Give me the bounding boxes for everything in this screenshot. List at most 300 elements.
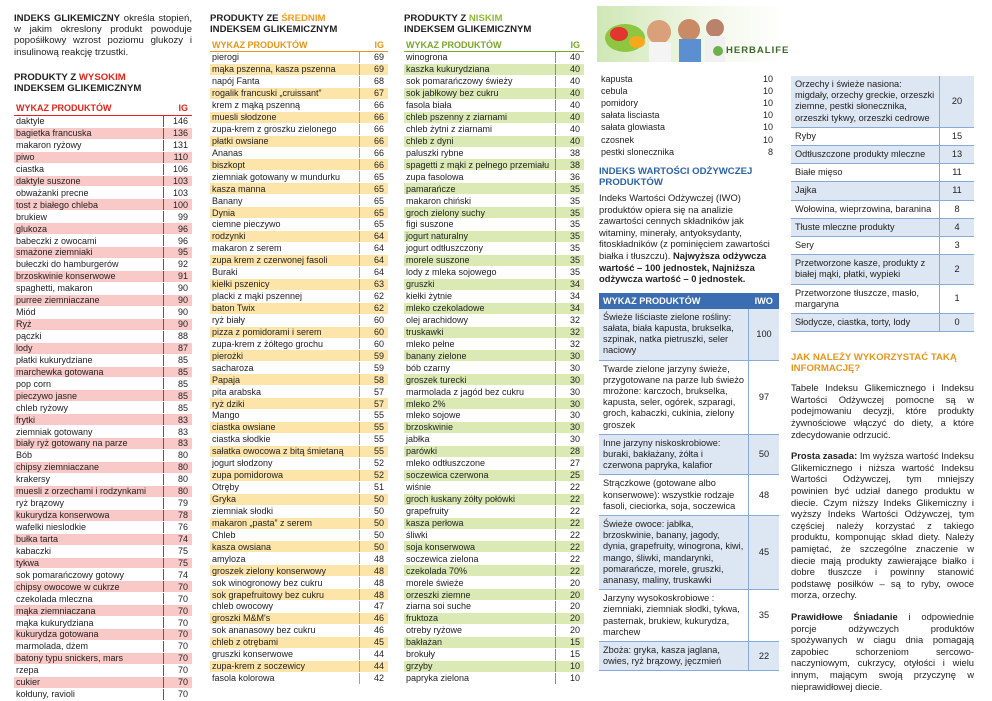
- table-row: [14, 521, 192, 533]
- product-name: morele suszone: [404, 254, 556, 266]
- product-name: Słodycze, ciastka, torty, lody: [791, 314, 940, 332]
- product-name: olej arachidowy: [404, 314, 556, 326]
- product-name: marmolada, dżem: [14, 641, 164, 653]
- table-row: [210, 326, 388, 338]
- product-name: bułka tarta: [14, 533, 164, 545]
- product-name: czekolada mleczna: [14, 593, 164, 605]
- table-row: [404, 589, 584, 601]
- table-row: [210, 505, 388, 517]
- table-row: [210, 374, 388, 386]
- product-name: muesli słodzone: [210, 111, 360, 123]
- index-value: 90: [164, 282, 193, 294]
- table-row: [404, 99, 584, 111]
- table-row: [404, 434, 584, 446]
- product-name: Twarde zielone jarzyny świeże, przygotowane na parze lub świeżo mrożone: karczoch, brukselka, kapusta, seler, ogórek, szparagi, groch, kabaczki, cukinia, zielony groszek: [599, 360, 749, 434]
- product-name: cebula: [599, 85, 749, 97]
- index-value: 55: [360, 422, 389, 434]
- table-row: [404, 52, 584, 64]
- index-value: 52: [360, 469, 389, 481]
- index-value: 65: [360, 207, 389, 219]
- product-name: mleko czekoladowe: [404, 302, 556, 314]
- product-name: mleko sojowe: [404, 410, 556, 422]
- product-name: obważanki precne: [14, 187, 164, 199]
- breakfast-text: i odpowiednie porcje odżywczych produktów spożywanych w ciagu dnia pomagają zapobiec schorzeniom sercowo-naczyniowym, cukrzycy, otyłości i wielu innym, mającym swoją przyczynę w nieprawidłowej diecie.: [791, 610, 974, 692]
- table-row: [404, 636, 584, 648]
- table-row: [210, 278, 388, 290]
- index-value: 40: [556, 87, 585, 99]
- index-value: 66: [360, 135, 389, 147]
- product-name: Buraki: [210, 266, 360, 278]
- product-name: mąka ziemniaczana: [14, 605, 164, 617]
- index-value: 10: [749, 109, 777, 121]
- index-value: 2: [940, 255, 975, 284]
- high-gi-heading: [14, 72, 192, 94]
- product-name: makaron „pasta” z serem: [210, 517, 360, 529]
- index-value: 22: [556, 481, 585, 493]
- product-name: daktyle: [14, 115, 164, 127]
- product-name: truskawki: [404, 326, 556, 338]
- product-name: smażone ziemniaki: [14, 247, 164, 259]
- table-row: [210, 266, 388, 278]
- product-name: sałata glowiasta: [599, 121, 749, 133]
- table-row: [210, 660, 388, 672]
- index-value: 38: [556, 159, 585, 171]
- index-value: 48: [360, 577, 389, 589]
- product-name: chleb ryżowy: [14, 402, 164, 414]
- table-row: [404, 254, 584, 266]
- index-value: 100: [164, 199, 193, 211]
- index-value: 80: [164, 485, 193, 497]
- table-row: [210, 183, 388, 195]
- index-value: 50: [360, 541, 389, 553]
- table-row: [404, 171, 584, 183]
- table-row: [210, 601, 388, 613]
- index-value: 64: [360, 243, 389, 255]
- index-value: 35: [556, 219, 585, 231]
- table-row: [404, 63, 584, 75]
- product-name: sok grapefruitowy bez cukru: [210, 589, 360, 601]
- index-value: 66: [360, 147, 389, 159]
- table-row: [210, 314, 388, 326]
- product-name: spaghetti, makaron: [14, 282, 164, 294]
- column-high-gi: [14, 0, 192, 701]
- medium-gi-table: [210, 38, 388, 685]
- product-name: sałatka owocowa z bitą śmietaną: [210, 445, 360, 457]
- index-value: 60: [360, 338, 389, 350]
- table-row: [404, 290, 584, 302]
- index-value: 65: [360, 171, 389, 183]
- table-row: [404, 111, 584, 123]
- product-name: Zboża: gryka, kasza jaglana, owies, ryż brązowy, jęczmień: [599, 642, 749, 671]
- index-value: 34: [556, 302, 585, 314]
- index-value: 78: [164, 509, 193, 521]
- table-row: [404, 660, 584, 672]
- table-row: [210, 254, 388, 266]
- product-name: pop corn: [14, 378, 164, 390]
- table-row: [210, 87, 388, 99]
- product-name: Dynia: [210, 207, 360, 219]
- leaf-icon: [713, 46, 723, 56]
- index-value: 60: [360, 326, 389, 338]
- index-value: 40: [556, 63, 585, 75]
- table-row: [14, 557, 192, 569]
- index-value: 50: [360, 493, 389, 505]
- product-name: Jajka: [791, 182, 940, 200]
- table-row: [404, 302, 584, 314]
- index-value: 70: [164, 664, 193, 676]
- table-row: [14, 593, 192, 605]
- table-row: [14, 211, 192, 223]
- product-name: pita arabska: [210, 386, 360, 398]
- column-medium-gi: [210, 0, 388, 685]
- table-row: [404, 159, 584, 171]
- product-name: ziemniak gotowany w mundurku: [210, 171, 360, 183]
- table-row: [404, 601, 584, 613]
- table-row: [14, 342, 192, 354]
- product-name: ryż biały: [210, 314, 360, 326]
- index-value: 30: [556, 410, 585, 422]
- index-value: 64: [360, 254, 389, 266]
- table-row: [14, 569, 192, 581]
- index-value: 65: [360, 195, 389, 207]
- index-value: 96: [164, 235, 193, 247]
- product-name: kapusta: [599, 73, 749, 85]
- index-value: 65: [360, 183, 389, 195]
- product-name: piwo: [14, 151, 164, 163]
- index-value: 80: [164, 473, 193, 485]
- table-row: [599, 642, 779, 671]
- product-name: mąka kukurydziana: [14, 617, 164, 629]
- product-name: sok pomarańczowy gotowy: [14, 569, 164, 581]
- product-name: brukiew: [14, 211, 164, 223]
- index-value: 70: [164, 641, 193, 653]
- product-name: sok ananasowy bez cukru: [210, 625, 360, 637]
- product-name: Papaja: [210, 374, 360, 386]
- index-value: 30: [556, 422, 585, 434]
- index-value: 20: [556, 613, 585, 625]
- product-name: wafelki nieslodkie: [14, 521, 164, 533]
- product-name: chleb owocowy: [210, 601, 360, 613]
- table-row: [404, 135, 584, 147]
- product-name: bagietka francuska: [14, 127, 164, 139]
- index-value: 10: [749, 133, 777, 145]
- table-row: [210, 195, 388, 207]
- product-name: Strączkowe (gotowane albo konserwowe): wszystkie rodzaje fasoli, cieciorka, soja, soczewica: [599, 475, 749, 516]
- index-value: 40: [556, 111, 585, 123]
- index-value: 20: [940, 76, 975, 127]
- col-header-products: WYKAZ PRODUKTÓW: [210, 38, 360, 52]
- index-value: 10: [556, 660, 585, 672]
- index-value: 28: [556, 445, 585, 457]
- table-row: [210, 648, 388, 660]
- table-row: [210, 636, 388, 648]
- product-name: kaszka kukurydziana: [404, 63, 556, 75]
- product-name: rogalik francuski „cruissant”: [210, 87, 360, 99]
- table-row: [404, 529, 584, 541]
- table-row: [210, 493, 388, 505]
- index-value: 70: [164, 605, 193, 617]
- product-name: ciastka: [14, 163, 164, 175]
- product-name: Odtłuszczone produkty mleczne: [791, 146, 940, 164]
- rule-text: Im wyższa wartość Indeksu Glikemicznego i niższa wartość Indeksu Wartości Odżywczej, tym mniejszy powinien być udział danego produktu w diecie. Czym niższy Indeks Glikemiczny i wyższy Indeks Wartości Odżywczej, tym częściej należy korzystać z takiego produktu, komponując skład diety. Należy pamiętać, że szczególne znaczenie w diecie mają produkty zawierające białko i dobre tłuszcze i powinny stanowić podstawę posiłków – są to ryby, owoce morza, orzechy.: [791, 450, 974, 601]
- table-row: [210, 159, 388, 171]
- product-name: pierogi: [210, 52, 360, 64]
- product-name: groszki M&M's: [210, 613, 360, 625]
- table-row: [14, 163, 192, 175]
- table-row: [14, 294, 192, 306]
- product-name: jogurt odtłuszczony: [404, 243, 556, 255]
- index-value: 34: [556, 290, 585, 302]
- product-name: brzoskwinie: [404, 422, 556, 434]
- index-value: 103: [164, 187, 193, 199]
- table-row: [404, 553, 584, 565]
- product-name: Inne jarzyny niskoskrobiowe: buraki, bakłażany, żółta i czerwona papryka, kalafior: [599, 434, 749, 475]
- index-value: 52: [360, 457, 389, 469]
- index-value: 70: [164, 593, 193, 605]
- table-row: [210, 469, 388, 481]
- index-value: 20: [556, 577, 585, 589]
- table-row: [210, 171, 388, 183]
- index-value: 67: [360, 87, 389, 99]
- index-value: 64: [360, 266, 389, 278]
- product-name: rodzynki: [210, 231, 360, 243]
- product-name: biały ryż gotowany na parze: [14, 438, 164, 450]
- index-value: 100: [749, 309, 780, 360]
- table-row: [404, 87, 584, 99]
- product-name: pestki slonecznika: [599, 146, 749, 158]
- product-name: kasza manna: [210, 183, 360, 195]
- table-row: [791, 237, 974, 255]
- table-row: [404, 481, 584, 493]
- product-name: sok pomarańczowy świeży: [404, 75, 556, 87]
- table-row: [14, 450, 192, 462]
- table-row: [14, 688, 192, 700]
- product-name: wiśnie: [404, 481, 556, 493]
- index-value: 83: [164, 414, 193, 426]
- table-row: [404, 75, 584, 87]
- product-name: Banany: [210, 195, 360, 207]
- index-value: 32: [556, 338, 585, 350]
- index-value: 46: [360, 625, 389, 637]
- index-value: 48: [749, 475, 780, 516]
- table-row: [404, 338, 584, 350]
- product-name: makaron chiński: [404, 195, 556, 207]
- index-value: 55: [360, 434, 389, 446]
- index-value: 60: [360, 314, 389, 326]
- index-value: 20: [556, 601, 585, 613]
- table-row: [14, 485, 192, 497]
- table-row: [14, 438, 192, 450]
- product-name: soczewica czerwona: [404, 469, 556, 481]
- table-row: [14, 330, 192, 342]
- index-value: 70: [164, 581, 193, 593]
- index-value: 15: [940, 127, 975, 145]
- table-row: [210, 672, 388, 684]
- index-value: 62: [360, 290, 389, 302]
- table-row: [210, 99, 388, 111]
- product-name: sok winogronowy bez cukru: [210, 577, 360, 589]
- product-name: płatki kukurydziane: [14, 354, 164, 366]
- herbalife-logo: [713, 45, 789, 56]
- index-value: 75: [164, 557, 193, 569]
- product-name: Przetworzone kasze, produkty z białej mąki, płatki, wypieki: [791, 255, 940, 284]
- product-name: figi suszone: [404, 219, 556, 231]
- index-value: 40: [556, 99, 585, 111]
- index-value: 64: [360, 231, 389, 243]
- table-row: [14, 676, 192, 688]
- index-value: 35: [556, 254, 585, 266]
- table-row: [14, 617, 192, 629]
- table-row: [599, 146, 777, 158]
- table-row: [210, 481, 388, 493]
- index-value: 30: [556, 374, 585, 386]
- product-name: zupa-krem z soczewicy: [210, 660, 360, 672]
- index-value: 22: [556, 541, 585, 553]
- product-name: Sery: [791, 237, 940, 255]
- index-value: 10: [749, 73, 777, 85]
- col-header-ig: IG: [360, 38, 389, 52]
- table-row: [599, 133, 777, 145]
- index-value: 40: [556, 52, 585, 64]
- product-name: fruktoza: [404, 613, 556, 625]
- index-value: 8: [749, 146, 777, 158]
- index-value: 40: [556, 123, 585, 135]
- table-row: [404, 183, 584, 195]
- table-row: [599, 590, 779, 642]
- product-name: zupa krem z czerwonej fasoli: [210, 254, 360, 266]
- table-row: [14, 282, 192, 294]
- index-value: 57: [360, 398, 389, 410]
- table-row: [404, 195, 584, 207]
- product-name: kołduny, ravioli: [14, 688, 164, 700]
- product-name: Białe mięso: [791, 164, 940, 182]
- table-row: [791, 164, 974, 182]
- table-row: [14, 175, 192, 187]
- product-name: amyloza: [210, 553, 360, 565]
- table-row: [791, 76, 974, 127]
- table-row: [14, 247, 192, 259]
- table-row: [599, 475, 779, 516]
- table-row: [14, 271, 192, 283]
- product-name: orzeszki ziemne: [404, 589, 556, 601]
- table-row: [14, 605, 192, 617]
- intro-bold: INDEKS GLIKEMICZNY: [14, 13, 121, 24]
- table-row: [210, 207, 388, 219]
- index-value: 0: [940, 314, 975, 332]
- index-value: 63: [360, 278, 389, 290]
- table-row: [404, 422, 584, 434]
- table-row: [210, 52, 388, 64]
- index-value: 96: [164, 223, 193, 235]
- product-name: rzepa: [14, 664, 164, 676]
- index-value: 95: [164, 247, 193, 259]
- medium-gi-heading: [210, 13, 388, 35]
- product-name: placki z mąki pszennej: [210, 290, 360, 302]
- breakfast-bold: Prawidłowe Śniadanie: [791, 610, 898, 622]
- table-row: [599, 360, 779, 434]
- table-row: [14, 366, 192, 378]
- table-row: [14, 402, 192, 414]
- table-row: [210, 553, 388, 565]
- iwo-text: Indeks Wartości Odżywczej (IWO) produktów opiera się na analizie zawartości cennych składników jak witaminy, minerały, antyoksydanty, fitoskładników (z pominięciem zawartości białka i tłuszczu).: [599, 192, 770, 261]
- index-value: 62: [360, 302, 389, 314]
- table-row: [404, 386, 584, 398]
- table-row: [599, 309, 779, 360]
- index-value: 146: [164, 115, 193, 127]
- product-name: pomidory: [599, 97, 749, 109]
- heading-suffix: INDEKSEM GLIKEMICZNYM: [14, 82, 142, 94]
- product-name: mleko 2%: [404, 398, 556, 410]
- table-row: [210, 75, 388, 87]
- product-name: purree ziemniaczane: [14, 294, 164, 306]
- index-value: 90: [164, 306, 193, 318]
- index-value: 15: [556, 648, 585, 660]
- index-value: 87: [164, 342, 193, 354]
- product-name: chleb pszenny z ziarnami: [404, 111, 556, 123]
- table-row: [404, 565, 584, 577]
- heading-suffix: INDEKSEM GLIKEMICZNYM: [404, 24, 532, 35]
- index-value: 15: [556, 636, 585, 648]
- table-row: [404, 362, 584, 374]
- product-name: zupa fasolowa: [404, 171, 556, 183]
- index-value: 20: [556, 625, 585, 637]
- table-row: [404, 326, 584, 338]
- product-name: bób czarny: [404, 362, 556, 374]
- table-row: [404, 457, 584, 469]
- iwo-table: [599, 293, 779, 672]
- table-row: [14, 199, 192, 211]
- table-row: [14, 641, 192, 653]
- table-row: [14, 533, 192, 545]
- product-name: mąka pszenna, kasza pszenna: [210, 63, 360, 75]
- index-value: 11: [940, 182, 975, 200]
- product-name: spagetti z mąki z pełnego przemiału: [404, 159, 556, 171]
- column-usage: [791, 0, 974, 692]
- index-value: 42: [360, 672, 389, 684]
- index-value: 85: [164, 378, 193, 390]
- table-row: [599, 97, 777, 109]
- table-row: [210, 613, 388, 625]
- product-name: bakłażan: [404, 636, 556, 648]
- index-value: 36: [556, 171, 585, 183]
- table-row: [210, 517, 388, 529]
- product-name: Przetworzone tłuszcze, masło, margaryna: [791, 284, 940, 313]
- product-name: mleko pełne: [404, 338, 556, 350]
- product-name: ryż brązowy: [14, 497, 164, 509]
- table-row: [404, 123, 584, 135]
- product-name: soja konserwowa: [404, 541, 556, 553]
- table-row: [404, 374, 584, 386]
- heading-highlight: WYSOKIM: [78, 71, 126, 83]
- product-name: jogurt naturalny: [404, 231, 556, 243]
- index-value: 55: [360, 410, 389, 422]
- col-header-products: WYKAZ PRODUKTÓW: [599, 293, 749, 309]
- table-row: [210, 529, 388, 541]
- product-name: winogrona: [404, 52, 556, 64]
- index-value: 66: [360, 99, 389, 111]
- col-header-iwo: IWO: [749, 293, 780, 309]
- product-name: zupa pomidorowa: [210, 469, 360, 481]
- table-row: [210, 219, 388, 231]
- index-value: 85: [164, 402, 193, 414]
- iwo-heading: INDEKS WARTOŚCI ODŻYWCZEJ PRODUKTÓW: [599, 166, 753, 188]
- index-value: 22: [749, 642, 780, 671]
- index-value: 38: [556, 147, 585, 159]
- index-value: 91: [164, 271, 193, 283]
- index-value: 11: [940, 164, 975, 182]
- table-row: [14, 426, 192, 438]
- index-value: 35: [556, 243, 585, 255]
